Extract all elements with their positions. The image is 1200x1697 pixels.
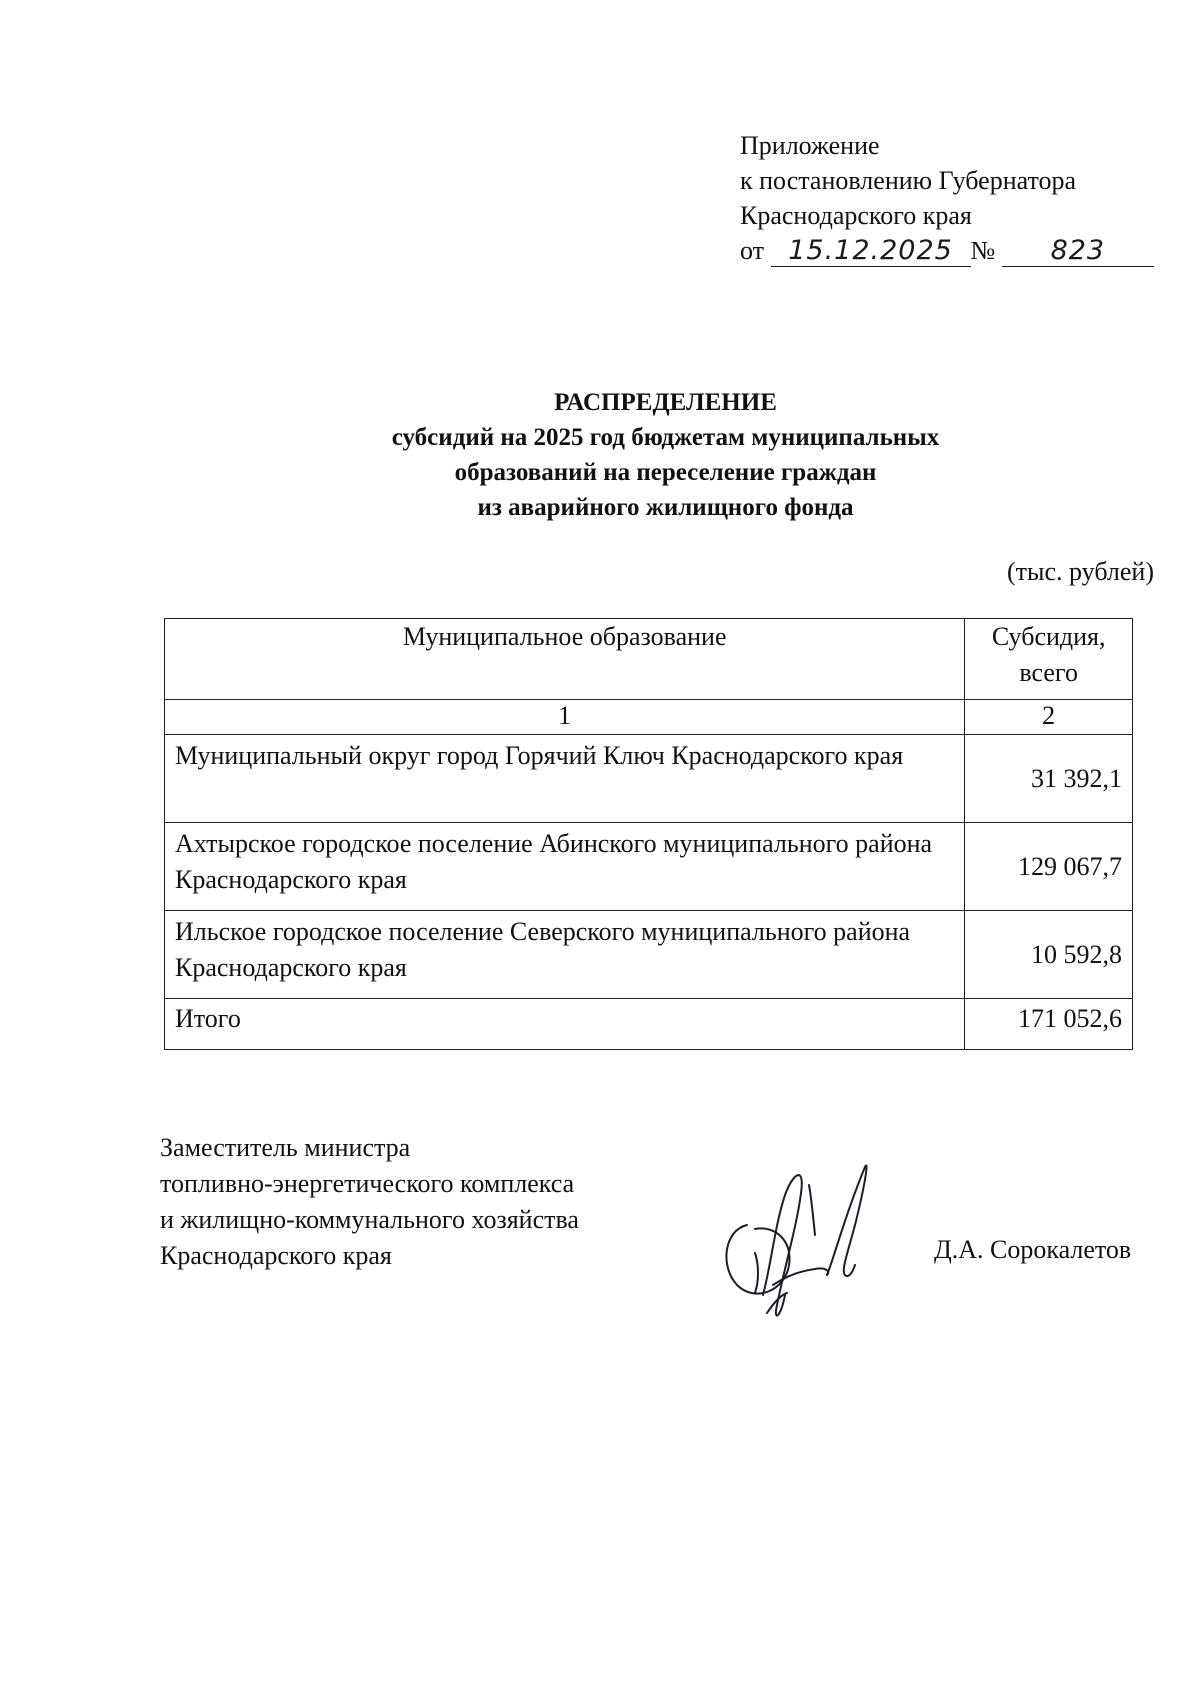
number-sign: № [970,236,996,265]
handwritten-signature [715,1145,915,1325]
handwritten-number: 823 [1002,236,1154,267]
title-line-3: образований на переселение граждан [454,459,877,486]
column-index-2: 2 [965,700,1133,735]
header-municipality: Муниципальное образование [165,619,965,700]
signer-position [160,1130,579,1274]
appendix-line-1: Приложение [740,131,880,160]
signer-line-4: Краснодарского края [160,1241,392,1270]
appendix-block [740,128,1154,268]
table-header-row [165,619,1133,700]
table-row [165,823,1133,911]
signer-line-3: и жилищно-коммунального хозяйства [160,1205,579,1234]
units-label: (тыс. рублей) [1006,557,1154,586]
table-row [165,735,1133,823]
title-line-1: РАСПРЕДЕЛЕНИЕ [554,389,777,416]
total-value: 171 052,6 [965,999,1133,1050]
table-row [165,911,1133,999]
title-line-4: из аварийного жилищного фонда [477,494,854,521]
subsidy-table [164,618,1133,1050]
date-prefix: от [740,236,765,265]
appendix-date-line [740,233,1154,268]
row-municipality: Ильское городское поселение Северского муниципального района Краснодарского края [165,911,965,999]
document-title [320,385,1011,525]
title-line-2: субсидий на 2025 год бюджетам муниципальных [391,424,940,451]
appendix-line-2: к постановлению Губернатора [740,166,1077,195]
header-subsidy-line-2: всего [1019,658,1078,687]
header-subsidy [965,619,1133,700]
row-subsidy: 129 067,7 [965,823,1133,911]
column-index-1: 1 [165,700,965,735]
row-municipality: Ахтырское городское поселение Абинского муниципального района Краснодарского края [165,823,965,911]
total-label: Итого [165,999,965,1050]
signer-line-2: топливно-энергетического комплекса [160,1169,575,1198]
header-subsidy-line-1: Субсидия, [991,622,1106,651]
signer-line-1: Заместитель министра [160,1133,411,1162]
handwritten-date: 15.12.2025 [771,236,971,267]
signer-name: Д.А. Сорокалетов [934,1235,1132,1264]
row-municipality: Муниципальный округ город Горячий Ключ Краснодарского края [165,735,965,823]
row-subsidy: 31 392,1 [965,735,1133,823]
appendix-line-3: Краснодарского края [740,201,972,230]
table-total-row [165,999,1133,1050]
row-subsidy: 10 592,8 [965,911,1133,999]
table-index-row [165,700,1133,735]
